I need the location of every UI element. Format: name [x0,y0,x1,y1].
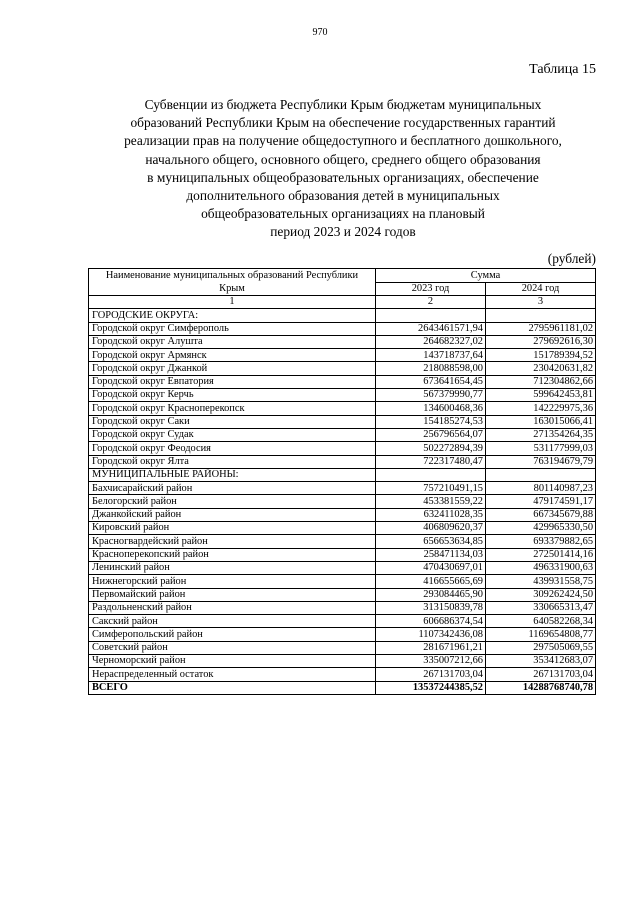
heading-line: в муниципальных общеобразовательных организациях, обеспечение [147,169,539,185]
table-row [89,628,596,641]
table-row [89,375,596,388]
cell-2024: 271354264,35 [486,428,596,441]
cell-2023: 267131703,04 [376,668,486,681]
cell-name: Городской округ Керчь [89,389,376,402]
cell-2024: 14288768740,78 [486,681,596,694]
total-row [89,681,596,694]
table-row [89,415,596,428]
cell-2024: 531177999,03 [486,442,596,455]
cell-name: Нераспределенный остаток [89,668,376,681]
cell-2023: 757210491,15 [376,482,486,495]
cell-2024: 151789394,52 [486,349,596,362]
cell-name: Городской округ Красноперекопск [89,402,376,415]
cell-name: Городской округ Армянск [89,349,376,362]
cell-2023: 143718737,64 [376,349,486,362]
cell-name: Черноморский район [89,655,376,668]
cell-name: Городской округ Саки [89,415,376,428]
cell-2023 [376,468,486,481]
heading-line: образований Республики Крым на обеспечение государственных гарантий [130,115,556,131]
table-row [89,362,596,375]
column-number-3: 3 [486,296,596,309]
cell-name: МУНИЦИПАЛЬНЫЕ РАЙОНЫ: [89,468,376,481]
column-header-2024: 2024 год [486,282,596,296]
cell-2024: 1169654808,77 [486,628,596,641]
heading-line: период 2023 и 2024 годов [270,224,416,240]
cell-2024: 142229975,36 [486,402,596,415]
table-row [89,535,596,548]
cell-2023: 256796564,07 [376,428,486,441]
table-row [89,655,596,668]
table-row [89,428,596,441]
cell-name: ГОРОДСКИЕ ОКРУГА: [89,309,376,322]
table-row [89,389,596,402]
cell-2023: 656653634,85 [376,535,486,548]
table-row [89,601,596,614]
cell-name: Симферопольский район [89,628,376,641]
cell-2024: 230420631,82 [486,362,596,375]
cell-2023: 13537244385,52 [376,681,486,694]
cell-name: Первомайский район [89,588,376,601]
cell-2023: 406809620,37 [376,522,486,535]
cell-2024: 267131703,04 [486,668,596,681]
cell-2023 [376,309,486,322]
cell-2024: 272501414,16 [486,548,596,561]
cell-2024: 599642453,81 [486,389,596,402]
heading-line: общеобразовательных организациях на плановый [201,206,485,222]
cell-name: Кировский район [89,522,376,535]
cell-2024: 667345679,88 [486,508,596,521]
cell-name: Красноперекопский район [89,548,376,561]
cell-2023: 218088598,00 [376,362,486,375]
cell-2024: 712304862,66 [486,375,596,388]
cell-2023: 470430697,01 [376,561,486,574]
cell-name: Ленинский район [89,561,376,574]
cell-2023: 281671961,21 [376,641,486,654]
column-number-1: 1 [89,296,376,309]
table-row [89,522,596,535]
column-number-2: 2 [376,296,486,309]
cell-name: Городской округ Алушта [89,335,376,348]
cell-2023: 673641654,45 [376,375,486,388]
cell-name: Нижнегорский район [89,575,376,588]
cell-name: Городской округ Симферополь [89,322,376,335]
column-header-2023: 2023 год [376,282,486,296]
cell-2023: 453381559,22 [376,495,486,508]
table-row [89,668,596,681]
cell-2023: 2643461571,94 [376,322,486,335]
table-row [89,322,596,335]
table-row [89,309,596,322]
heading-line: начального общего, основного общего, среднего общего образования [145,151,541,167]
table-row [89,468,596,481]
cell-2024: 479174591,17 [486,495,596,508]
cell-2023: 134600468,36 [376,402,486,415]
cell-2024: 693379882,65 [486,535,596,548]
cell-2024: 330665313,47 [486,601,596,614]
cell-2024 [486,468,596,481]
table-row [89,482,596,495]
table-row [89,548,596,561]
column-header-sum: Сумма [376,269,596,283]
document-heading [88,96,598,242]
cell-2023: 258471134,03 [376,548,486,561]
table-row [89,615,596,628]
cell-2023: 264682327,02 [376,335,486,348]
cell-2024: 309262424,50 [486,588,596,601]
cell-2024: 163015066,41 [486,415,596,428]
table-row [89,508,596,521]
cell-2024: 279692616,30 [486,335,596,348]
cell-2023: 632411028,35 [376,508,486,521]
cell-name: Белогорский район [89,495,376,508]
cell-name: Городской округ Судак [89,428,376,441]
cell-2024: 2795961181,02 [486,322,596,335]
table-row [89,442,596,455]
cell-name: Джанкойский район [89,508,376,521]
cell-name: Советский район [89,641,376,654]
subsidies-table [88,268,596,695]
cell-2023: 293084465,90 [376,588,486,601]
table-row [89,349,596,362]
table-label: Таблица 15 [529,62,596,77]
heading-line: дополнительного образования детей в муниципальных [186,188,500,204]
cell-2024 [486,309,596,322]
cell-2023: 567379990,77 [376,389,486,402]
cell-2023: 1107342436,08 [376,628,486,641]
cell-2024: 297505069,55 [486,641,596,654]
cell-name: Раздольненский район [89,601,376,614]
table-row [89,402,596,415]
cell-name: Бахчисарайский район [89,482,376,495]
cell-2023: 416655665,69 [376,575,486,588]
table-row [89,561,596,574]
heading-line: Субвенции из бюджета Республики Крым бюджетам муниципальных [144,97,542,112]
cell-2023: 502272894,39 [376,442,486,455]
cell-name: ВСЕГО [89,681,376,694]
cell-2024: 801140987,23 [486,482,596,495]
cell-2024: 640582268,34 [486,615,596,628]
cell-name: Городской округ Евпатория [89,375,376,388]
table-row [89,455,596,468]
cell-2023: 722317480,47 [376,455,486,468]
table-row [89,588,596,601]
cell-2023: 606686374,54 [376,615,486,628]
cell-2024: 353412683,07 [486,655,596,668]
cell-name: Городской округ Джанкой [89,362,376,375]
cell-2024: 496331900,63 [486,561,596,574]
cell-name: Красногвардейский район [89,535,376,548]
cell-2024: 429965330,50 [486,522,596,535]
column-header-name: Наименование муниципальных образований Республики Крым [89,269,376,296]
cell-2023: 154185274,53 [376,415,486,428]
table-row [89,641,596,654]
page-number: 970 [312,27,328,38]
cell-name: Городской округ Феодосия [89,442,376,455]
unit-label: (рублей) [547,251,596,266]
table-row [89,335,596,348]
table-row [89,495,596,508]
cell-2023: 335007212,66 [376,655,486,668]
cell-2023: 313150839,78 [376,601,486,614]
cell-2024: 763194679,79 [486,455,596,468]
cell-name: Сакский район [89,615,376,628]
cell-2024: 439931558,75 [486,575,596,588]
cell-name: Городской округ Ялта [89,455,376,468]
heading-line: реализации прав на получение общедоступного и бесплатного дошкольного, [124,133,562,149]
table-row [89,575,596,588]
